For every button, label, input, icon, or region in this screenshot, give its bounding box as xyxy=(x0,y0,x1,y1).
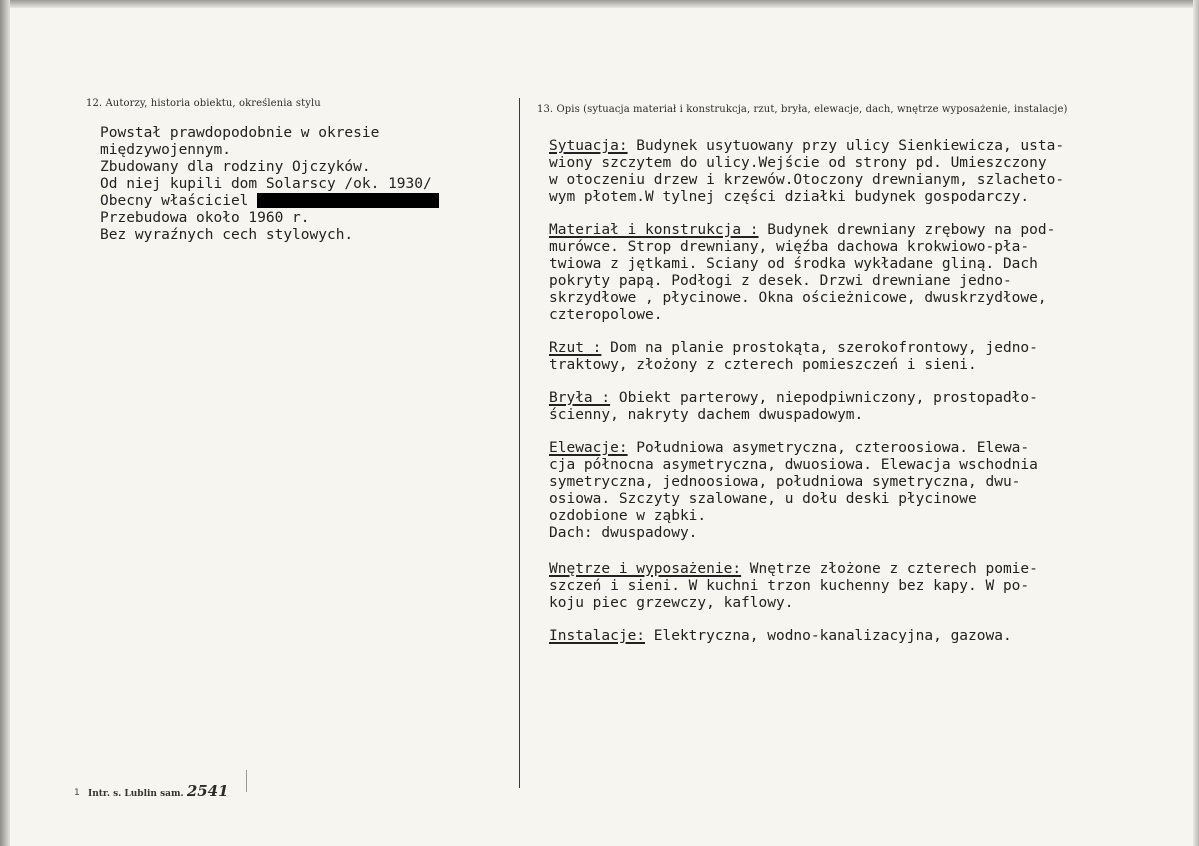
history-line: Zbudowany dla rodziny Ojczyków. xyxy=(100,159,371,175)
section-line: szczeń i sieni. W kuchni trzon kuchenny bez kapy. W po- xyxy=(549,578,1030,594)
scan-edge-left xyxy=(0,0,10,846)
section-line: murówce. Strop drewniany, więźba dachowa krokwiowo-pła- xyxy=(549,239,1030,255)
history-line: Bez wyraźnych cech stylowych. xyxy=(100,227,354,243)
stamp-text: Intr. s. Lublin sam. xyxy=(88,789,184,799)
section-line xyxy=(549,440,1169,457)
section-line: koju piec grzewczy, kaflowy. xyxy=(549,595,794,611)
history-text xyxy=(100,125,500,244)
section-line: wym płotem.W tylnej części działki budynek gospodarczy. xyxy=(549,189,1030,205)
section-line: osiowa. Szczyty szalowane, u dołu deski płycinowe xyxy=(549,491,977,507)
section-label: Wnętrze i wyposażenie: xyxy=(549,561,742,577)
section-line xyxy=(549,390,1169,407)
history-line: Powstał prawdopodobnie w okresie xyxy=(100,125,380,141)
section-line: traktowy, złożony z czterech pomieszczeń i sieni. xyxy=(549,357,977,373)
section-text: Obiekt parterowy, niepodpiwniczony, prostopadło- xyxy=(610,390,1038,406)
section-line: skrzydłowe , płycinowe. Okna ościeżnicowe, dwuskrzydłowe, xyxy=(549,290,1047,306)
scan-edge-top xyxy=(0,0,1199,8)
section-line: ozdobione w ząbki. xyxy=(549,508,707,524)
history-line: Przebudowa około 1960 r. xyxy=(100,210,310,226)
section-line xyxy=(549,340,1169,357)
history-line: Od niej kupili dom Solarscy /ok. 1930/ xyxy=(100,176,432,192)
section-text: Elektryczna, wodno-kanalizacyjna, gazowa. xyxy=(645,628,1012,644)
scan-edge-right xyxy=(1193,0,1199,846)
section-line: twiowa z jętkami. Sciany od środka wykładane gliną. Dach xyxy=(549,256,1038,272)
section-line xyxy=(549,561,1169,578)
section-text: Budynek drewniany zrębowy na pod- xyxy=(758,222,1056,238)
section-bryla xyxy=(549,390,1169,424)
section-line: cja północna asymetryczna, dwuosiowa. Elewacja wschodnia xyxy=(549,457,1038,473)
section-label: Bryła : xyxy=(549,390,611,406)
owner-label: Obecny właściciel xyxy=(100,193,249,209)
section-line: w otoczeniu drzew i krzewów.Otoczony drewnianym, szlacheto- xyxy=(549,172,1065,188)
section-line: wiony szczytem do ulicy.Wejście od strony pd. Umieszczony xyxy=(549,155,1047,171)
section-line xyxy=(549,222,1169,239)
section-line: symetryczna, jednoosiowa, południowa symetryczna, dwu- xyxy=(549,474,1021,490)
section-label: Rzut : xyxy=(549,340,602,356)
section-rzut xyxy=(549,340,1169,374)
margin-mark: 1 xyxy=(74,788,80,798)
section-text: Południowa asymetryczna, czteroosiowa. Elewa- xyxy=(627,440,1030,456)
pencil-mark xyxy=(246,770,247,792)
section-line: Dach: dwuspadowy. xyxy=(549,525,698,541)
redaction-bar xyxy=(257,193,439,208)
section-13-heading: 13. Opis (sytuacja materiał i konstrukcja, rzut, bryła, elewacje, dach, wnętrze wyposażenie, instalacje) xyxy=(537,104,1068,115)
section-label: Instalacje: xyxy=(549,628,646,644)
column-divider xyxy=(519,98,520,788)
section-instalacje xyxy=(549,628,1169,645)
section-label: Sytuacja: xyxy=(549,138,628,154)
section-label: Materiał i konstrukcja : xyxy=(549,222,759,238)
stamp-number: 2541 xyxy=(186,782,229,800)
history-line-owner xyxy=(100,193,500,210)
section-text: Dom na planie prostokąta, szerokofrontowy, jedno- xyxy=(601,340,1038,356)
section-line: czteropolowe. xyxy=(549,307,663,323)
section-line: ścienny, nakryty dachem dwuspadowym. xyxy=(549,407,864,423)
section-material xyxy=(549,222,1169,324)
section-line xyxy=(549,628,1169,645)
history-line: międzywojennym. xyxy=(100,142,231,158)
section-line xyxy=(549,138,1169,155)
section-wnetrze xyxy=(549,561,1169,612)
section-label: Elewacje: xyxy=(549,440,628,456)
section-text: Budynek usytuowany przy ulicy Sienkiewicza, usta- xyxy=(627,138,1065,154)
section-sytuacja xyxy=(549,138,1169,206)
section-line: pokryty papą. Podłogi z desek. Drzwi drewniane jedno- xyxy=(549,273,1012,289)
section-12-heading: 12. Autorzy, historia obiektu, określenia stylu xyxy=(86,98,321,109)
section-elewacje xyxy=(549,440,1169,542)
archive-stamp xyxy=(88,782,229,800)
section-text: Wnętrze złożone z czterech pomie- xyxy=(741,561,1038,577)
